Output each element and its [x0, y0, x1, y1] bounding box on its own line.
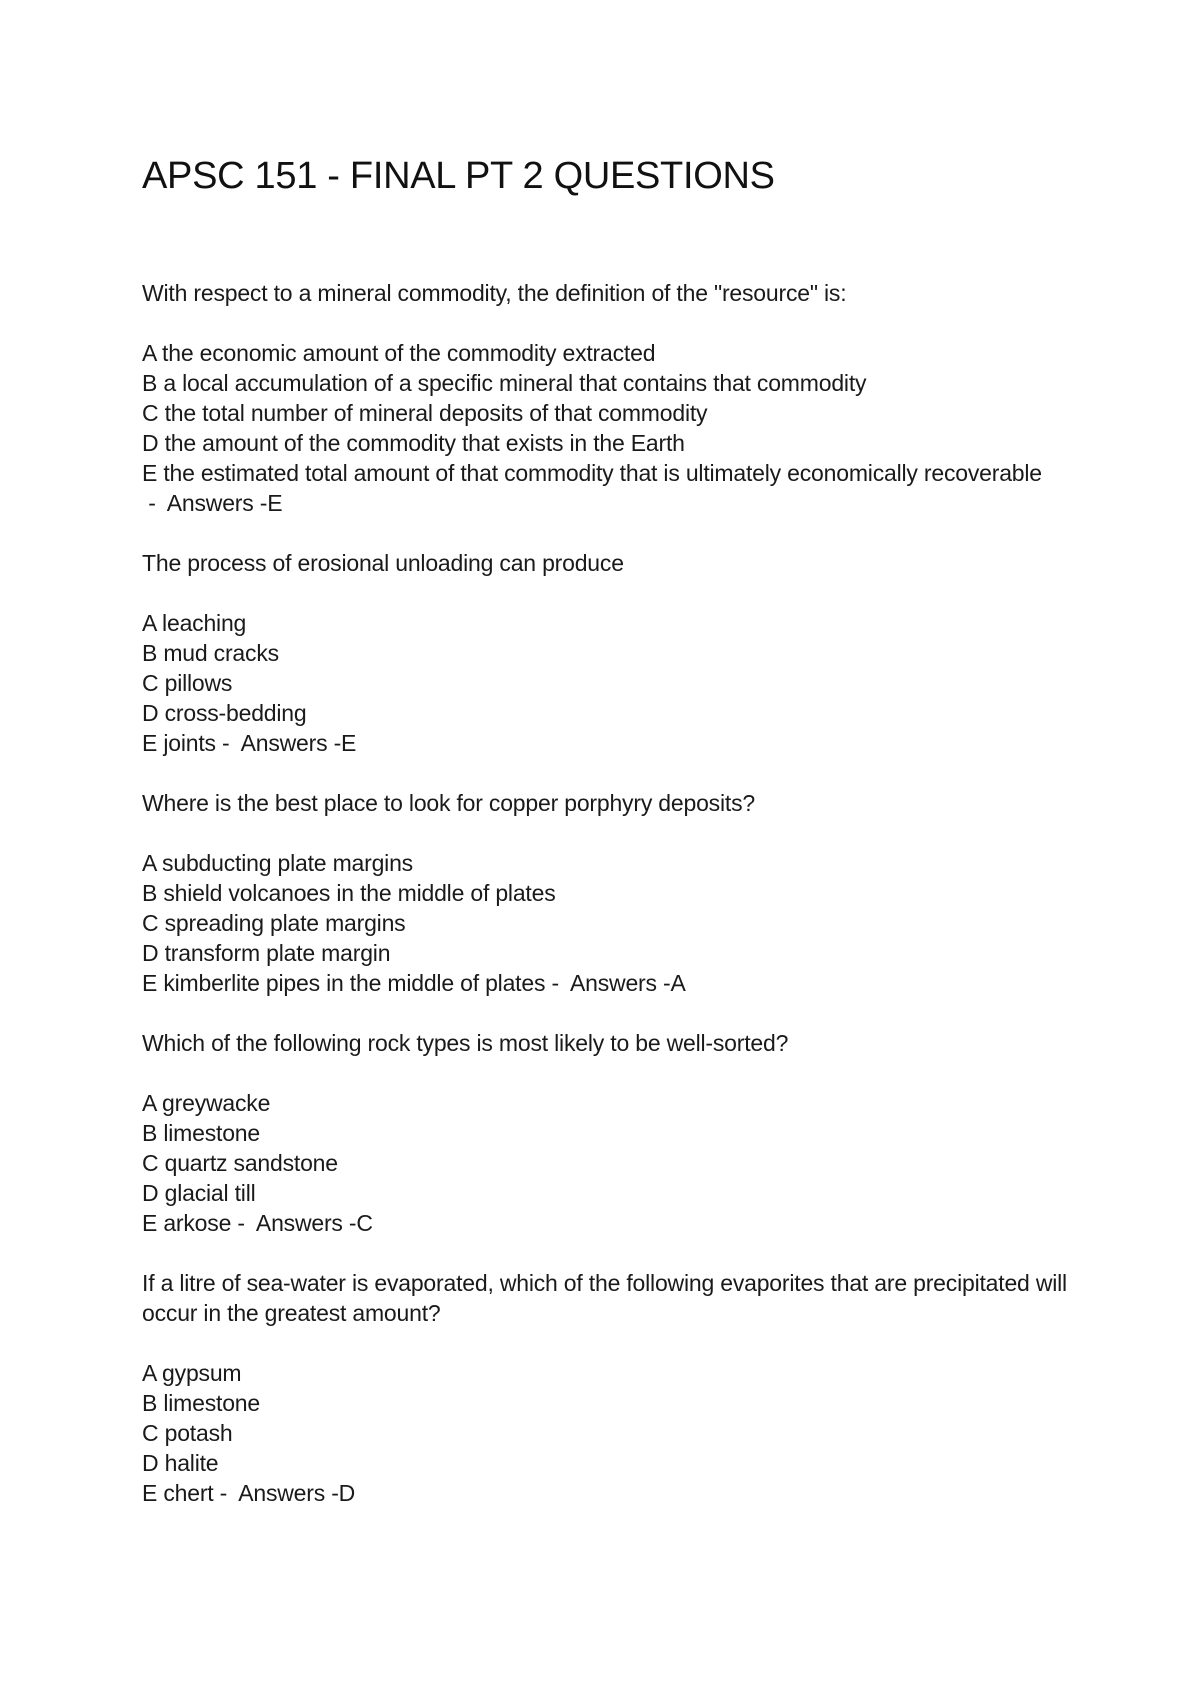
question-block [142, 278, 1102, 518]
option-e [142, 728, 1102, 758]
option-b: B shield volcanoes in the middle of plates [142, 880, 556, 906]
question-text: Where is the best place to look for copper porphyry deposits? [142, 790, 755, 816]
question-list [142, 278, 1102, 1508]
option-d: D the amount of the commodity that exists in the Earth [142, 430, 685, 456]
option-e [142, 458, 1102, 518]
option-c: C pillows [142, 670, 233, 696]
option-list [142, 1088, 1102, 1238]
option-e-text: E joints [142, 730, 216, 756]
option-e-text: E kimberlite pipes in the middle of plates [142, 970, 546, 996]
option-b: B limestone [142, 1120, 260, 1146]
option-d: D glacial till [142, 1180, 256, 1206]
question-block [142, 548, 1102, 758]
option-list [142, 1358, 1102, 1508]
option-b: B a local accumulation of a specific mineral that contains that commodity [142, 370, 867, 396]
option-e-text: E arkose [142, 1210, 232, 1236]
option-a: A gypsum [142, 1360, 242, 1386]
document-title: APSC 151 - FINAL PT 2 QUESTIONS [142, 155, 775, 197]
option-d: D cross-bedding [142, 700, 307, 726]
option-a: A the economic amount of the commodity extracted [142, 340, 656, 366]
question-text: With respect to a mineral commodity, the definition of the "resource" is: [142, 280, 847, 306]
question-block [142, 1028, 1102, 1238]
answer-key: - Answers -E [142, 490, 283, 516]
option-b: B limestone [142, 1390, 260, 1416]
question-text: Which of the following rock types is most likely to be well-sorted? [142, 1030, 789, 1056]
option-e [142, 1208, 1102, 1238]
option-d: D transform plate margin [142, 940, 391, 966]
answer-key: - Answers -E [215, 730, 357, 756]
option-c: C the total number of mineral deposits of that commodity [142, 400, 708, 426]
answer-key: - Answers -A [545, 970, 686, 996]
question-block [142, 788, 1102, 998]
document-page [142, 150, 1102, 1538]
answer-key: - Answers -C [231, 1210, 373, 1236]
option-a: A subducting plate margins [142, 850, 413, 876]
option-list [142, 338, 1102, 518]
answer-key: - Answers -D [213, 1480, 356, 1506]
option-a: A greywacke [142, 1090, 271, 1116]
option-c: C quartz sandstone [142, 1150, 338, 1176]
option-a: A leaching [142, 610, 247, 636]
option-d: D halite [142, 1450, 219, 1476]
option-e [142, 968, 1102, 998]
option-e-text: E chert [142, 1480, 214, 1506]
question-text: The process of erosional unloading can produce [142, 550, 624, 576]
option-e [142, 1478, 1102, 1508]
question-block [142, 1268, 1102, 1508]
option-list [142, 608, 1102, 758]
option-c: C spreading plate margins [142, 910, 406, 936]
option-list [142, 848, 1102, 998]
option-e-text: E the estimated total amount of that commodity that is ultimately economically recoverable [142, 460, 1042, 486]
option-b: B mud cracks [142, 640, 279, 666]
option-c: C potash [142, 1420, 233, 1446]
question-text: If a litre of sea-water is evaporated, which of the following evaporites that are precipitated will occur in the greatest amount? [142, 1270, 1067, 1326]
